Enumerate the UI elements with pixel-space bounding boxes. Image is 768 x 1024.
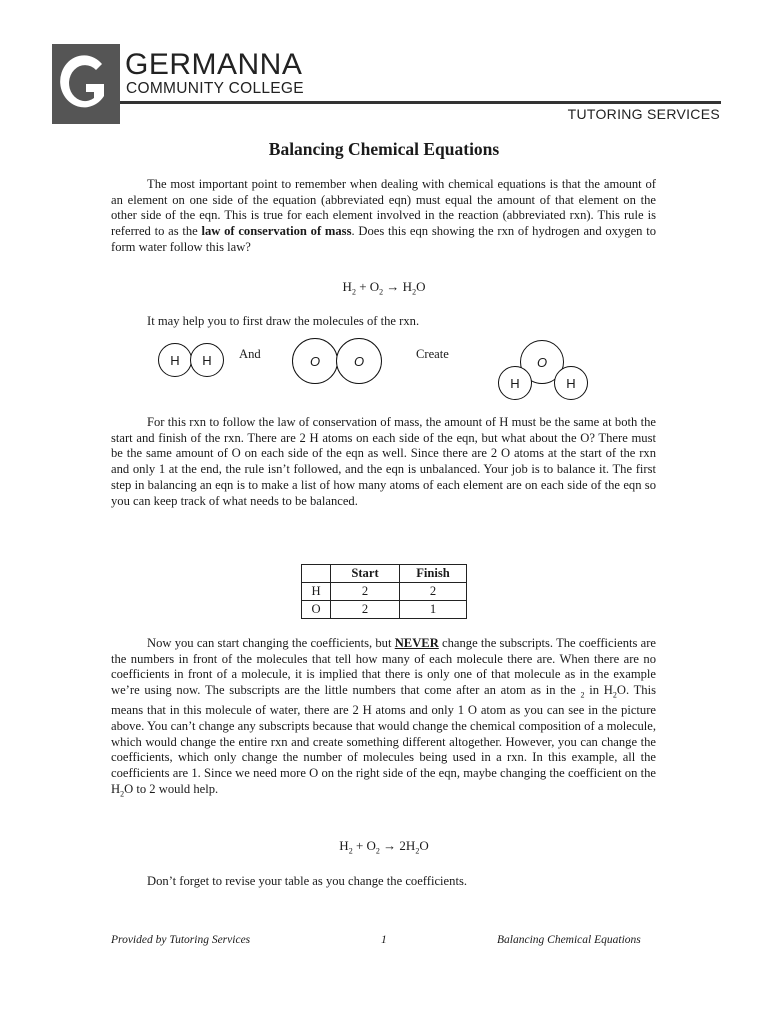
table-header-cell: Start [331,565,400,583]
college-subtitle: COMMUNITY COLLEGE [126,80,304,97]
paragraph-text: The most important point to remember when dealing with chemical equations is that the amount of an element on one side of the equation (abbreviated eqn) must equal the amount of that element on the other side of the eqn. This is true for each element involved in the reaction (abbreviated rxn). This rule is referred to as the [111,177,656,239]
paragraph-draw: It may help you to first draw the molecules of the rxn. [147,314,420,328]
eq-term: O [419,838,429,853]
eq-subscript: 2 [412,287,417,297]
hydrogen-atom: H [158,343,192,377]
table-cell: H [302,583,331,601]
table-row [302,583,467,601]
inline-subscript: 2 [580,690,585,700]
page-title: Balancing Chemical Equations [268,139,500,159]
create-label: Create [416,347,449,361]
eq-subscript: 2 [379,287,384,297]
eq-subscript: 2 [348,846,353,856]
eq-subscript: 2 [351,287,356,297]
paragraph-coefficients [111,636,656,802]
oxygen-atom: O [520,340,564,384]
table-row [302,601,467,619]
table-cell: 2 [331,583,400,601]
oxygen-atom: O [292,338,338,384]
paragraph-text: in H [584,683,613,698]
emphasis-never: NEVER [394,636,439,650]
hydrogen-atom: H [498,366,532,400]
table-cell: 2 [331,601,400,619]
eq-arrow: → 2H [379,838,416,853]
paragraph-text: change the subscripts. The coefficients are the numbers in front of the molecules that tell how many of each molecule there are. When there are no coefficients in front of a molecule, it is implied that there is only one of that molecule as in the example we’re using now. The subscripts are the little numbers that come after an atom as in the [111,636,656,698]
paragraph-intro [111,177,656,256]
eq-subscript: 2 [375,846,380,856]
eq-term: H [342,279,352,294]
equation-unbalanced [0,279,768,297]
inline-subscript: 2 [612,690,617,700]
footer-provider: Provided by Tutoring Services [111,934,251,946]
college-name: GERMANNA [125,48,303,81]
eq-arrow: → H [383,279,413,294]
paragraph-text: . Does this eqn showing the rxn of hydrogen and oxygen to form water follow this law? [111,224,656,254]
paragraph-text: O. This means that in this molecule of water, there are 2 H atoms and only 1 O atom as you can see in the picture above. You can’t change any subscripts because that would change the chemical composition of a molecule, which would change the entire rxn and create something different altogether. However, you can change the coefficients, which only change the number of molecules being used in a rxn. In this example, all the coefficients are 1. Since we need more O on the right side of the eqn, maybe changing the coefficient on the H [111,683,656,796]
hydrogen-atom: H [554,366,588,400]
and-label: And [239,347,261,361]
paragraph-revise: Don’t forget to revise your table as you change the coefficients. [147,874,467,888]
paragraph-text: O to 2 would help. [124,781,219,796]
eq-subscript: 2 [415,846,420,856]
header-rule [120,101,721,104]
table-header-cell: Finish [400,565,467,583]
table-cell: 1 [400,601,467,619]
eq-term: + O [352,838,376,853]
table-cell: O [302,601,331,619]
table-header-row [302,565,467,583]
bold-term: law of conservation of mass [201,224,352,239]
equation-revised [0,838,768,856]
footer-doc-title: Balancing Chemical Equations [497,934,641,946]
g-logo-icon [58,50,114,118]
inline-subscript: 2 [120,789,125,799]
hydrogen-atom: H [190,343,224,377]
department-label: TUTORING SERVICES [567,106,720,122]
oxygen-atom: O [336,338,382,384]
paragraph-text: Now you can start changing the coefficients, but [147,636,395,650]
table-cell: 2 [400,583,467,601]
table-header-cell [302,565,331,583]
paragraph-conservation: For this rxn to follow the law of conservation of mass, the amount of H must be the same at both the start and finish of the rxn. There are 2 H atoms on each side of the eqn, but what about the O? There must be the same amount of O on each side of the eqn as well. Since there are 2 O atoms at the start of the rxn and only 1 at the end, the rule isn’t followed, and the eqn is unbalanced. Your job is to balance it. The first step in balancing an eqn is to make a list of how many atoms of each element are on each side of the eqn so you can keep track of what needs to be balanced. [111,415,656,508]
page-number: 1 [381,934,387,946]
eq-term: O [416,279,426,294]
eq-term: + O [355,279,380,294]
eq-term: H [339,838,349,853]
atom-count-table [301,564,467,619]
